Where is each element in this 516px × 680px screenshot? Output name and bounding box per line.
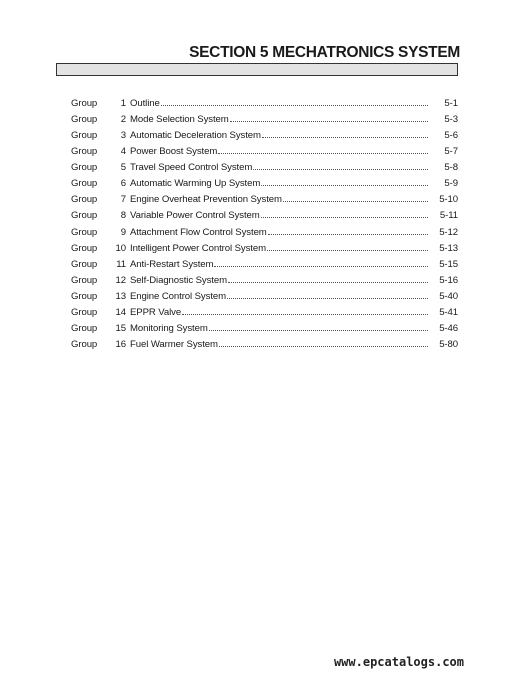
toc-group-number: 1 xyxy=(120,98,126,109)
toc-title: Mode Selection System xyxy=(130,114,229,126)
toc-leader-dots xyxy=(219,345,428,347)
toc-group-label: Group xyxy=(71,114,98,126)
toc-title: Power Boost System xyxy=(130,146,218,158)
toc-leader-dots xyxy=(218,152,428,154)
toc-entry[interactable] xyxy=(71,114,458,130)
toc-leader-dots xyxy=(209,329,428,331)
toc-group-label: Group xyxy=(71,306,98,318)
toc-group-label: Group xyxy=(71,162,98,174)
toc-group-label: Group xyxy=(71,146,98,158)
toc-group-number: 10 xyxy=(115,242,126,254)
toc-group-label: Group xyxy=(71,130,98,142)
toc-page-number: 5-7 xyxy=(444,146,458,158)
toc-entry[interactable] xyxy=(71,162,458,178)
toc-group-label: Group xyxy=(71,194,98,206)
toc-leader-dots xyxy=(214,265,428,267)
toc-title: Anti-Restart System xyxy=(130,258,214,270)
toc-entry[interactable] xyxy=(71,243,458,259)
toc-page-number: 5-6 xyxy=(444,130,458,142)
toc-title: Attachment Flow Control System xyxy=(130,226,267,238)
toc-leader-dots xyxy=(227,297,428,299)
toc-entry[interactable] xyxy=(71,275,458,291)
toc-title: Monitoring System xyxy=(130,322,208,334)
toc-title: Outline xyxy=(130,98,160,109)
toc-group-label: Group xyxy=(71,242,98,254)
toc-group-number: 12 xyxy=(115,274,126,286)
toc-entry[interactable] xyxy=(71,146,458,162)
toc-group-number: 6 xyxy=(120,178,126,190)
toc-page-number: 5-40 xyxy=(439,290,458,302)
toc-entry[interactable] xyxy=(71,291,458,307)
toc-group-label: Group xyxy=(71,98,98,109)
toc-entry[interactable] xyxy=(71,323,458,339)
toc-group-number: 2 xyxy=(120,114,126,126)
toc-leader-dots xyxy=(261,216,428,218)
toc-group-label: Group xyxy=(71,322,98,334)
toc-page-number: 5-16 xyxy=(439,274,458,286)
toc-page-number: 5-10 xyxy=(439,194,458,206)
title-bar xyxy=(56,63,458,76)
section-title: SECTION 5 MECHATRONICS SYSTEM xyxy=(189,44,460,61)
toc-entry[interactable] xyxy=(71,194,458,210)
toc-leader-dots xyxy=(261,184,428,186)
toc-group-number: 3 xyxy=(120,130,126,142)
toc-leader-dots xyxy=(228,281,428,283)
toc-group-label: Group xyxy=(71,178,98,190)
toc-group-number: 7 xyxy=(120,194,126,206)
toc-title: Fuel Warmer System xyxy=(130,338,218,350)
toc-title: Automatic Warming Up System xyxy=(130,178,261,190)
toc-leader-dots xyxy=(268,233,428,235)
toc-group-number: 13 xyxy=(115,290,126,302)
toc-title: Self-Diagnostic System xyxy=(130,274,227,286)
toc-entry[interactable] xyxy=(71,210,458,226)
toc-title: Variable Power Control System xyxy=(130,210,260,222)
toc-entry[interactable] xyxy=(71,307,458,323)
toc-group-label: Group xyxy=(71,274,98,286)
toc-title: Automatic Deceleration System xyxy=(130,130,261,142)
toc-group-label: Group xyxy=(71,338,98,350)
toc-page-number: 5-11 xyxy=(439,210,458,222)
toc-title: Intelligent Power Control System xyxy=(130,242,266,254)
toc-leader-dots xyxy=(230,120,428,122)
toc-entry[interactable] xyxy=(71,98,458,114)
toc-title: Engine Overheat Prevention System xyxy=(130,194,282,206)
toc-title: EPPR Valve xyxy=(130,306,182,318)
toc-page-number: 5-3 xyxy=(444,114,458,126)
toc-leader-dots xyxy=(262,136,428,138)
toc-group-number: 8 xyxy=(120,210,126,222)
toc-group-number: 14 xyxy=(115,306,126,318)
toc-leader-dots xyxy=(267,249,428,251)
toc-page-number: 5-41 xyxy=(439,306,458,318)
toc-group-label: Group xyxy=(71,258,98,270)
toc-group-number: 9 xyxy=(120,226,126,238)
toc-title: Travel Speed Control System xyxy=(130,162,253,174)
toc-title: Engine Control System xyxy=(130,290,227,302)
toc-leader-dots xyxy=(161,104,428,106)
toc-entry[interactable] xyxy=(71,130,458,146)
toc-page-number: 5-80 xyxy=(439,338,458,350)
toc-entry[interactable] xyxy=(71,259,458,275)
toc-entry[interactable] xyxy=(71,227,458,243)
toc-entry[interactable] xyxy=(71,339,458,355)
toc-leader-dots xyxy=(253,168,428,170)
toc-leader-dots xyxy=(182,313,428,315)
toc-page-number: 5-15 xyxy=(439,258,458,270)
toc-group-label: Group xyxy=(71,290,98,302)
toc-page-number: 5-1 xyxy=(444,98,458,109)
toc-page-number: 5-8 xyxy=(444,162,458,174)
table-of-contents xyxy=(71,98,458,355)
toc-group-number: 5 xyxy=(120,162,126,174)
toc-leader-dots xyxy=(283,200,428,202)
toc-entry[interactable] xyxy=(71,178,458,194)
toc-group-number: 15 xyxy=(115,322,126,334)
toc-group-number: 4 xyxy=(120,146,126,158)
footer-watermark: www.epcatalogs.com xyxy=(333,655,464,669)
toc-page-number: 5-9 xyxy=(444,178,458,190)
toc-page-number: 5-12 xyxy=(439,226,458,238)
toc-group-label: Group xyxy=(71,226,98,238)
toc-group-number: 11 xyxy=(116,258,126,270)
toc-page-number: 5-46 xyxy=(439,322,458,334)
toc-page-number: 5-13 xyxy=(439,242,458,254)
toc-group-label: Group xyxy=(71,210,98,222)
toc-group-number: 16 xyxy=(115,338,126,350)
